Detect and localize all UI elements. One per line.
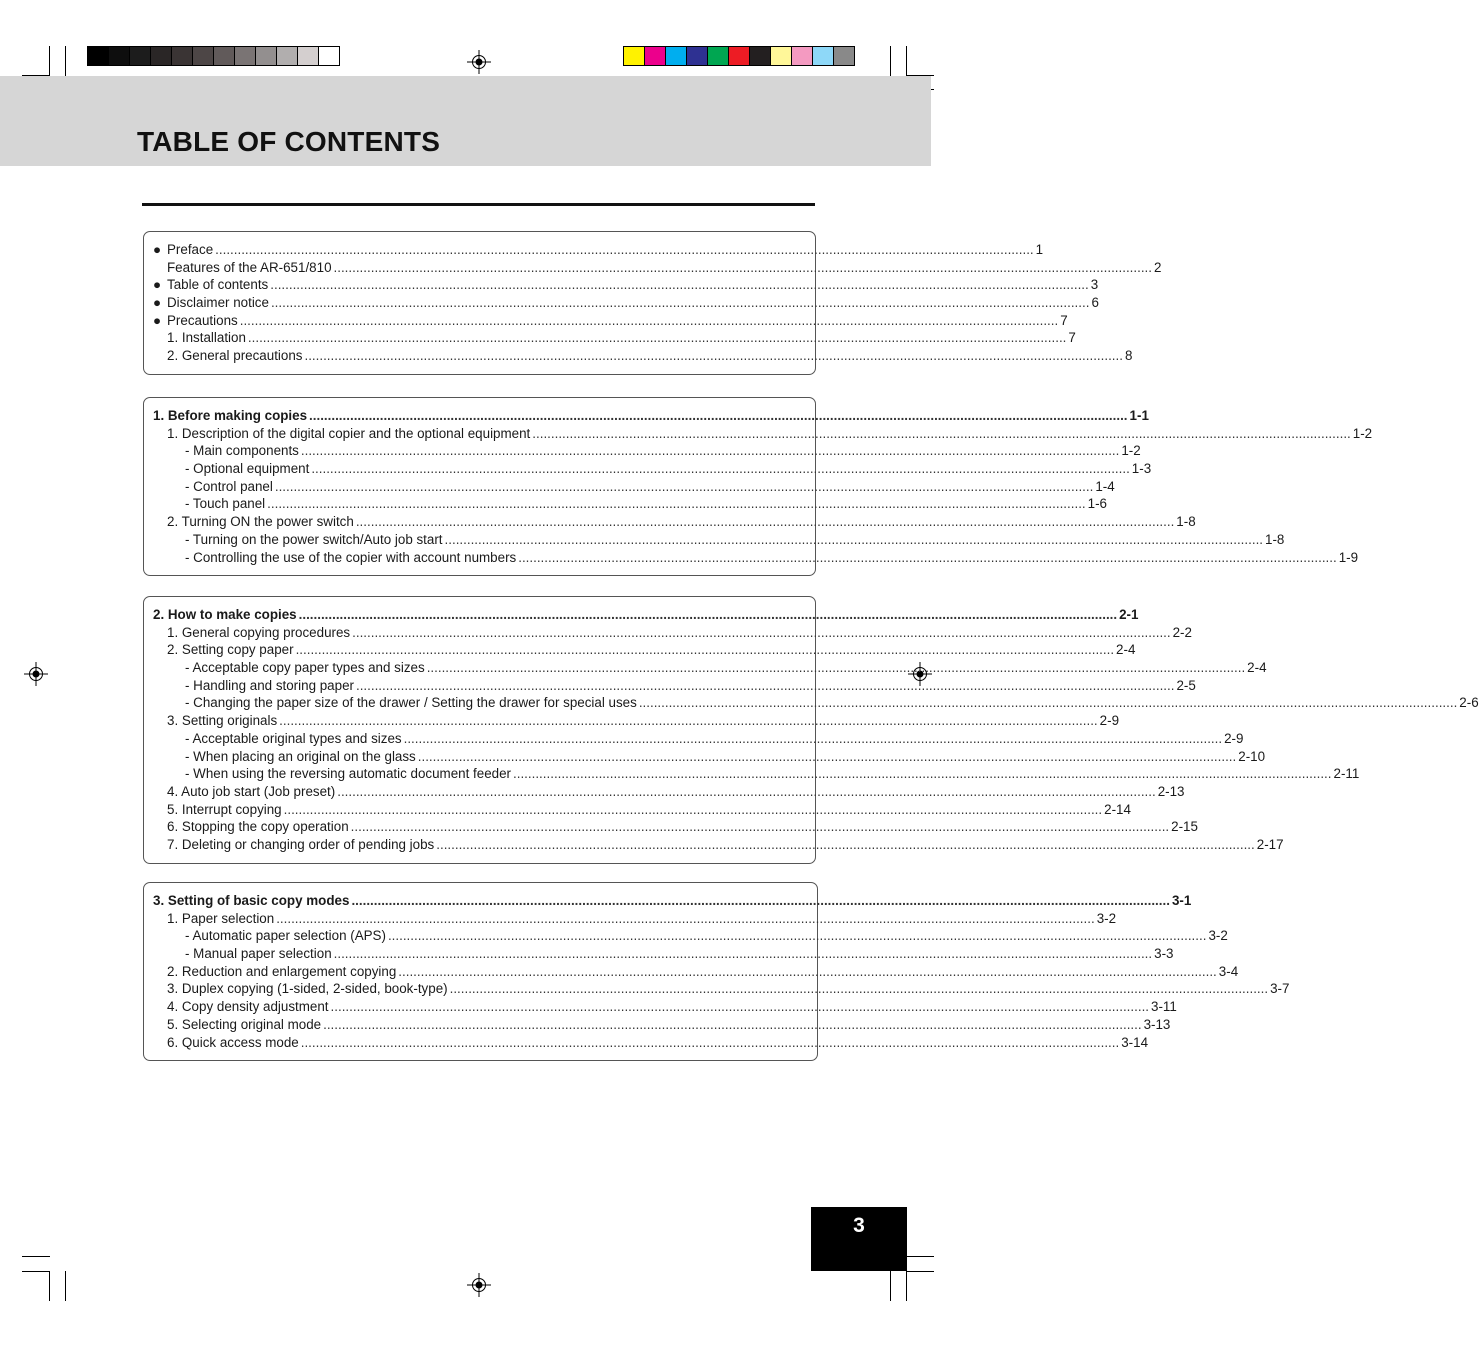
toc-entry[interactable]	[153, 712, 1120, 730]
toc-entry-text: - Automatic paper selection (APS)	[185, 928, 386, 944]
toc-page-number: 1-3	[1131, 461, 1152, 477]
dot-leader: ............................................................................................................................................................................................................................	[270, 277, 1089, 293]
dot-leader: ............................................................................................................................................................................................................................	[304, 348, 1123, 364]
crop-mark	[906, 1256, 934, 1257]
dot-leader: ............................................................................................................................................................................................................................	[333, 259, 1152, 275]
toc-entry[interactable]	[153, 677, 1196, 695]
toc-entry[interactable]	[153, 836, 1284, 854]
dot-leader: ............................................................................................................................................................................................................................	[333, 946, 1153, 962]
crop-mark	[49, 46, 50, 76]
toc-page-number: 3-4	[1218, 963, 1239, 979]
dot-leader: ............................................................................................................................................................................................................................	[298, 607, 1118, 622]
toc-page-number: 2-11	[1333, 766, 1360, 782]
gray-swatch	[172, 47, 193, 65]
toc-entry[interactable]	[153, 659, 1267, 677]
toc-entry-text: 2. General precautions	[167, 348, 303, 364]
toc-entry-label	[153, 606, 297, 624]
toc-entry-text: 1. Installation	[167, 330, 246, 346]
dot-leader: ............................................................................................................................................................................................................................	[270, 295, 1090, 311]
toc-entry[interactable]	[153, 425, 1373, 443]
toc-page-number: 1-8	[1176, 514, 1196, 530]
toc-page-number: 2	[1154, 259, 1162, 275]
toc-entry-label	[153, 241, 213, 259]
toc-entry[interactable]	[153, 801, 1131, 819]
toc-entry-text: 4. Auto job start (Job preset)	[167, 783, 336, 799]
dot-leader: ............................................................................................................................................................................................................................	[387, 928, 1207, 944]
toc-entry-label	[167, 259, 332, 277]
toc-entry-text: - When placing an original on the glass	[185, 748, 416, 764]
toc-entry-label	[153, 312, 238, 330]
toc-entry-label	[167, 347, 302, 365]
dot-leader: ............................................................................................................................................................................................................................	[300, 1034, 1120, 1050]
toc-entry-text: - Main components	[185, 443, 299, 459]
toc-section-chapter-3	[143, 882, 1290, 1061]
toc-entry[interactable]	[153, 998, 1177, 1016]
toc-entry[interactable]	[153, 347, 1133, 365]
color-swatch	[624, 47, 645, 65]
toc-entry[interactable]	[153, 531, 1285, 549]
toc-page-number: 1-4	[1095, 478, 1115, 494]
dot-leader: ............................................................................................................................................................................................................................	[283, 801, 1103, 817]
dot-leader: ............................................................................................................................................................................................................................	[355, 677, 1175, 693]
toc-entry-label	[167, 1016, 321, 1034]
gray-swatch	[298, 47, 319, 65]
toc-entry-label	[153, 276, 268, 294]
dot-leader: ............................................................................................................................................................................................................................	[323, 1016, 1142, 1032]
toc-entry-text: 2. Setting copy paper	[167, 642, 294, 658]
toc-entry-text: - Optional equipment	[185, 461, 310, 477]
toc-entry[interactable]	[153, 765, 1360, 783]
toc-entry[interactable]	[153, 963, 1239, 981]
toc-entry-text: Table of contents	[167, 277, 269, 293]
dot-leader: ............................................................................................................................................................................................................................	[239, 312, 1059, 328]
dot-leader: ............................................................................................................................................................................................................................	[337, 783, 1156, 799]
toc-page-number: 2-14	[1104, 801, 1131, 817]
dot-leader: ............................................................................................................................................................................................................................	[417, 748, 1237, 764]
page-title: TABLE OF CONTENTS	[137, 126, 441, 157]
toc-page-number: 2-9	[1099, 713, 1120, 729]
toc-entry[interactable]	[153, 641, 1136, 659]
dot-leader: ............................................................................................................................................................................................................................	[267, 496, 1086, 512]
toc-page-number: 2-15	[1171, 819, 1198, 835]
toc-page-number: 3-2	[1208, 928, 1228, 944]
gray-swatch	[319, 47, 339, 65]
registration-mark-icon	[467, 50, 491, 74]
toc-entry[interactable]	[153, 927, 1228, 945]
toc-entry[interactable]	[153, 748, 1266, 766]
toc-entry[interactable]	[153, 442, 1141, 460]
bullet-icon: ●	[153, 277, 162, 293]
toc-entry[interactable]	[153, 910, 1117, 928]
toc-entry-text: Disclaimer notice	[167, 295, 269, 311]
toc-section-chapter-2	[143, 596, 1479, 864]
toc-entry-label	[167, 836, 434, 854]
toc-page-number: 2-6	[1459, 695, 1479, 711]
toc-entry-text: - Acceptable copy paper types and sizes	[185, 660, 425, 676]
crop-mark	[49, 1271, 50, 1301]
dot-leader: ............................................................................................................................................................................................................................	[449, 981, 1269, 997]
toc-entry-text: 5. Interrupt copying	[167, 801, 282, 817]
toc-entry[interactable]	[153, 694, 1479, 712]
toc-page-number: 2-4	[1247, 660, 1267, 676]
toc-entry-text: - Handling and storing paper	[185, 677, 354, 693]
toc-entry-label	[185, 531, 443, 549]
toc-page-number: 3-2	[1096, 910, 1117, 926]
dot-leader: ............................................................................................................................................................................................................................	[355, 514, 1175, 530]
toc-entry-label	[185, 927, 386, 945]
toc-entry-label	[185, 495, 265, 513]
dot-leader: ............................................................................................................................................................................................................................	[274, 478, 1094, 494]
toc-entry-text: Preface	[167, 242, 214, 257]
toc-page-number: 7	[1068, 330, 1076, 346]
dot-leader: ............................................................................................................................................................................................................................	[518, 549, 1337, 565]
dot-leader: ............................................................................................................................................................................................................................	[279, 713, 1098, 729]
toc-entry-label	[167, 329, 246, 347]
toc-entry-label	[185, 694, 637, 712]
toc-entry-text: 3. Duplex copying (1-sided, 2-sided, book-type)	[167, 981, 448, 997]
color-swatch	[645, 47, 666, 65]
color-swatch	[771, 47, 792, 65]
toc-entry[interactable]	[153, 945, 1174, 963]
gray-swatch	[277, 47, 298, 65]
toc-page-number: 3-13	[1143, 1016, 1171, 1032]
toc-entry-text: - Manual paper selection	[185, 946, 332, 962]
toc-entry[interactable]	[153, 783, 1185, 801]
crop-mark	[906, 1271, 907, 1301]
dot-leader: ............................................................................................................................................................................................................................	[426, 660, 1246, 676]
dot-leader: ............................................................................................................................................................................................................................	[398, 963, 1217, 979]
toc-entry[interactable]	[153, 549, 1359, 567]
toc-entry-label	[185, 748, 416, 766]
toc-page-number: 1-1	[1129, 408, 1149, 423]
gray-swatch	[214, 47, 235, 65]
dot-leader: ............................................................................................................................................................................................................................	[276, 910, 1095, 926]
registration-mark-icon	[467, 1273, 491, 1297]
toc-page-number: 2-9	[1224, 730, 1244, 746]
toc-page-number: 1-2	[1121, 443, 1141, 459]
toc-page-number: 2-10	[1238, 748, 1266, 764]
toc-page-number: 3-11	[1151, 999, 1177, 1015]
toc-entry-label	[167, 425, 530, 443]
dot-leader: ............................................................................................................................................................................................................................	[247, 330, 1067, 346]
dot-leader: ............................................................................................................................................................................................................................	[403, 730, 1223, 746]
crop-mark	[22, 1256, 50, 1257]
crop-mark	[890, 1271, 891, 1301]
registration-mark-icon	[24, 662, 48, 686]
toc-entry-label	[185, 549, 516, 567]
toc-entry-label	[167, 513, 354, 531]
toc-entry-text: 5. Selecting original mode	[167, 1016, 322, 1032]
dot-leader: ............................................................................................................................................................................................................................	[436, 836, 1255, 852]
toc-entry[interactable]	[153, 980, 1290, 998]
toc-entry[interactable]	[153, 1016, 1171, 1034]
color-swatch	[792, 47, 813, 65]
toc-entry-text: Features of the AR-651/810	[167, 259, 332, 275]
color-swatch	[813, 47, 834, 65]
toc-entry-label	[153, 892, 349, 910]
toc-entry[interactable]	[153, 624, 1192, 642]
toc-entry[interactable]	[153, 241, 1044, 259]
toc-section-front-matter	[143, 231, 1162, 375]
toc-entry-label	[167, 783, 335, 801]
toc-entry-label	[167, 712, 277, 730]
dot-leader: ............................................................................................................................................................................................................................	[638, 695, 1458, 711]
toc-entry[interactable]	[153, 1034, 1149, 1052]
dot-leader: ............................................................................................................................................................................................................................	[300, 443, 1120, 459]
toc-entry[interactable]	[153, 495, 1107, 513]
bullet-icon: ●	[153, 312, 162, 328]
dot-leader: ............................................................................................................................................................................................................................	[350, 819, 1170, 835]
toc-entry-label	[167, 963, 396, 981]
toc-page-number: 6	[1091, 295, 1099, 311]
toc-page-number: 2-5	[1176, 677, 1196, 693]
toc-page-number: 1-2	[1352, 425, 1373, 441]
toc-entry-label	[167, 980, 448, 998]
gray-swatch	[109, 47, 130, 65]
toc-entry-text: - Turning on the power switch/Auto job start	[185, 531, 443, 547]
toc-entry-text: - Controlling the use of the copier with account numbers	[185, 549, 517, 565]
color-swatch	[750, 47, 771, 65]
gray-swatch	[130, 47, 151, 65]
toc-page-number: 1-6	[1087, 496, 1107, 512]
toc-entry-label	[185, 659, 425, 677]
toc-entry-label	[167, 801, 282, 819]
color-swatch	[708, 47, 729, 65]
toc-entry[interactable]	[153, 730, 1244, 748]
toc-entry-label	[167, 818, 349, 836]
toc-entry-label	[167, 624, 350, 642]
toc-entry-text: 7. Deleting or changing order of pending jobs	[167, 836, 435, 852]
process-color-bar	[623, 46, 855, 66]
toc-entry-text: - Control panel	[185, 478, 273, 494]
color-swatch	[834, 47, 854, 65]
crop-mark	[906, 1271, 934, 1272]
toc-page-number: 3-14	[1121, 1034, 1149, 1050]
toc-entry[interactable]	[153, 407, 1149, 425]
dot-leader: ............................................................................................................................................................................................................................	[532, 425, 1351, 441]
gray-swatch	[151, 47, 172, 65]
gray-swatch	[88, 47, 109, 65]
toc-entry-text: 4. Copy density adjustment	[167, 999, 329, 1015]
toc-page-number: 8	[1124, 348, 1133, 364]
toc-page-number: 2-2	[1172, 624, 1192, 640]
crop-mark	[65, 1271, 66, 1301]
title-rule	[142, 203, 815, 206]
toc-entry-text: - Changing the paper size of the drawer / Setting the drawer for special uses	[185, 695, 637, 711]
toc-entry-label	[185, 460, 309, 478]
toc-page-number: 1	[1035, 242, 1044, 257]
toc-section-chapter-1	[143, 397, 1373, 576]
toc-entry[interactable]	[153, 276, 1099, 294]
gray-swatch	[235, 47, 256, 65]
gray-swatch	[256, 47, 277, 65]
toc-entry[interactable]	[153, 329, 1076, 347]
dot-leader: ............................................................................................................................................................................................................................	[295, 642, 1115, 658]
toc-page-number: 3-3	[1154, 946, 1174, 962]
toc-entry-label	[153, 294, 269, 312]
crop-mark	[906, 46, 907, 76]
dot-leader: ............................................................................................................................................................................................................................	[352, 624, 1171, 640]
toc-entry-text: 1. Description of the digital copier and the optional equipment	[167, 425, 531, 441]
toc-entry-text: 1. Paper selection	[167, 910, 275, 926]
gray-color-bar	[87, 46, 340, 66]
toc-entry-text: - When using the reversing automatic document feeder	[185, 766, 512, 782]
toc-entry-text: 6. Quick access mode	[167, 1034, 299, 1050]
dot-leader: ............................................................................................................................................................................................................................	[311, 461, 1130, 477]
toc-entry-text: Precautions	[167, 312, 238, 328]
toc-entry[interactable]	[153, 818, 1198, 836]
toc-entry[interactable]	[153, 294, 1099, 312]
crop-mark	[22, 1271, 50, 1272]
toc-entry-text: 6. Stopping the copy operation	[167, 819, 349, 835]
toc-entry[interactable]	[153, 892, 1192, 910]
toc-entry[interactable]	[153, 606, 1139, 624]
dot-leader: ............................................................................................................................................................................................................................	[513, 766, 1332, 782]
crop-mark	[890, 46, 891, 76]
toc-page-number: 1-8	[1265, 531, 1285, 547]
toc-entry[interactable]	[153, 312, 1068, 330]
toc-page-number: 3-1	[1171, 893, 1192, 908]
dot-leader: ............................................................................................................................................................................................................................	[215, 242, 1034, 257]
crop-mark	[65, 46, 66, 76]
color-swatch	[687, 47, 708, 65]
toc-entry-label	[167, 998, 329, 1016]
dot-leader: ............................................................................................................................................................................................................................	[309, 408, 1128, 423]
toc-entry-label	[153, 407, 307, 425]
toc-entry-label	[167, 1034, 299, 1052]
dot-leader: ............................................................................................................................................................................................................................	[351, 893, 1170, 908]
toc-entry-label	[185, 478, 273, 496]
toc-entry-label	[185, 677, 354, 695]
toc-entry[interactable]	[153, 259, 1162, 277]
gray-swatch	[193, 47, 214, 65]
toc-entry-label	[185, 945, 332, 963]
toc-page-number: 2-1	[1119, 607, 1139, 622]
bullet-icon: ●	[153, 295, 162, 311]
toc-page-number: 1-9	[1338, 549, 1359, 565]
dot-leader: ............................................................................................................................................................................................................................	[330, 999, 1150, 1015]
toc-entry-label	[167, 910, 274, 928]
bullet-icon: ●	[153, 242, 162, 257]
toc-page-number: 2-13	[1157, 783, 1185, 799]
toc-entry[interactable]	[153, 460, 1152, 478]
toc-entry-text: 3. Setting originals	[167, 713, 278, 729]
toc-entry-text: - Touch panel	[185, 496, 266, 512]
color-swatch	[666, 47, 687, 65]
toc-entry[interactable]	[153, 513, 1196, 531]
toc-entry-label	[185, 442, 299, 460]
color-swatch	[729, 47, 750, 65]
toc-entry-text: 1. Before making copies	[153, 408, 308, 423]
toc-entry-text: 2. Turning ON the power switch	[167, 514, 354, 530]
dot-leader: ............................................................................................................................................................................................................................	[444, 531, 1264, 547]
toc-entry-label	[167, 641, 294, 659]
toc-entry[interactable]	[153, 478, 1115, 496]
toc-page-number: 3	[1090, 277, 1099, 293]
toc-entry-text: 2. How to make copies	[153, 607, 297, 622]
toc-entry-label	[185, 765, 511, 783]
toc-entry-text: 3. Setting of basic copy modes	[153, 893, 350, 908]
toc-page-number: 2-17	[1256, 836, 1284, 852]
toc-entry-text: - Acceptable original types and sizes	[185, 730, 402, 746]
toc-page-number: 3-7	[1270, 981, 1290, 997]
toc-entry-text: 1. General copying procedures	[167, 624, 351, 640]
toc-page-number: 7	[1060, 312, 1068, 328]
toc-entry-text: 2. Reduction and enlargement copying	[167, 963, 397, 979]
page-number-badge: 3	[811, 1207, 907, 1271]
toc-entry-label	[185, 730, 402, 748]
toc-page-number: 2-4	[1116, 642, 1136, 658]
